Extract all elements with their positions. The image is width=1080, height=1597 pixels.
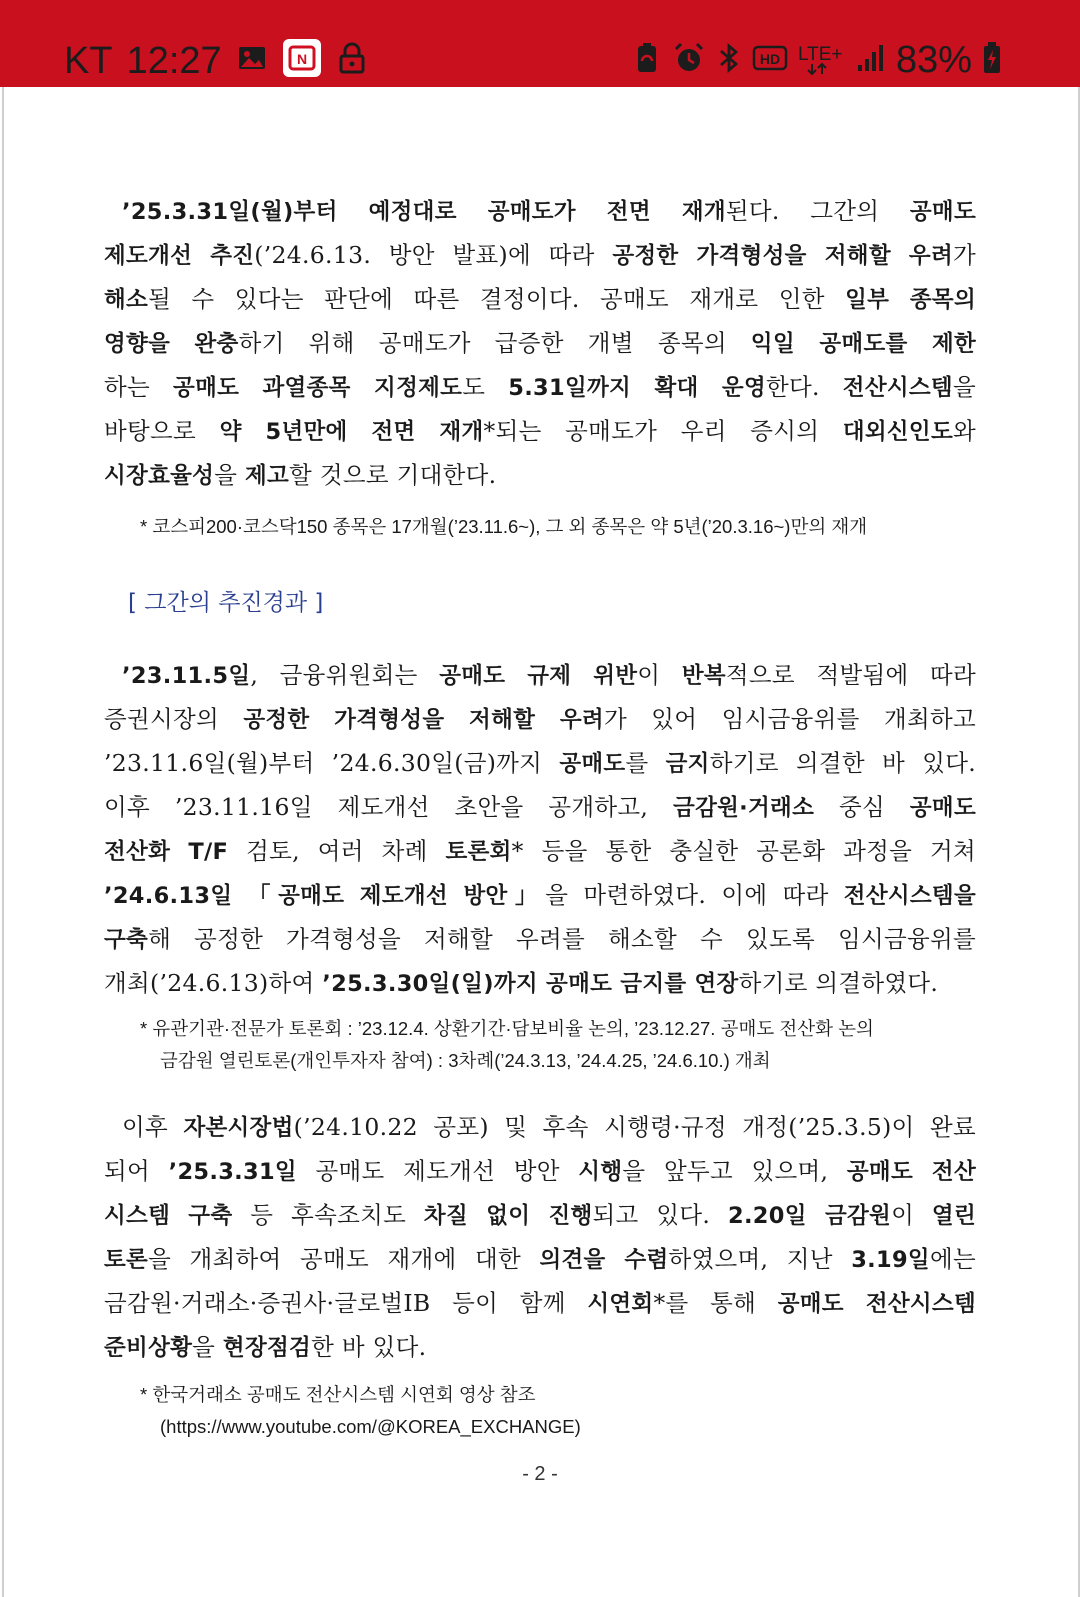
- text: 하기 위해 공매도가 급증한 개별 종목의: [238, 329, 751, 357]
- battery-saver-icon: [632, 41, 662, 80]
- bold-text: 시행: [578, 1159, 623, 1185]
- bold-text: 전산시스템: [842, 375, 953, 401]
- app-notification-icon: [282, 38, 322, 83]
- bold-text: 현장점검: [222, 1335, 312, 1361]
- text: 된다. 그간의: [725, 197, 910, 225]
- paragraph-line: [104, 322, 976, 366]
- bold-text: 시연회: [587, 1291, 654, 1317]
- text: 한 바 있다.: [311, 1333, 427, 1361]
- footnote-2-line1: * 유관기관·전문가 토론회 : ’23.12.4. 상환기간·담보비율 논의, ’23.12.27. 공매도 전산화 논의: [140, 1018, 874, 1039]
- bold-text: 대외신인도: [842, 419, 953, 445]
- bluetooth-icon: [716, 41, 742, 80]
- paragraph-line: [104, 918, 976, 962]
- text: 을 앞두고 있으며,: [622, 1157, 847, 1185]
- bold-text: 반복: [681, 663, 726, 689]
- page-number: - 2 -: [522, 1463, 558, 1485]
- bold-text: 5.31일까지 확대 운영: [508, 375, 766, 401]
- text: * 등을 통한 충실한 공론화 과정을 거쳐: [511, 837, 977, 865]
- paragraph-line: [104, 1326, 976, 1370]
- bold-text: 공매도: [909, 199, 976, 225]
- text: 공매도 제도개선 방안: [296, 1157, 579, 1185]
- text: 에는: [929, 1245, 976, 1273]
- svg-text:N: N: [296, 51, 307, 67]
- image-icon: [236, 42, 268, 79]
- bold-text: ’25.3.31일(월)부터: [122, 199, 369, 225]
- text: 금감원·거래소·증권사·글로벌IB 등이 함께: [104, 1289, 588, 1317]
- text: 하기로 의결하였다.: [738, 969, 939, 997]
- bold-text: 구축: [104, 927, 149, 953]
- text: *를 통해: [653, 1289, 778, 1317]
- footnote-1: * 코스피200·코스닥150 종목은 17개월(’23.11.6~), 그 외 종목은 약 5년(’20.3.16~)만의 재개: [140, 516, 868, 537]
- bold-text: 자본시장법: [183, 1115, 294, 1141]
- bold-text: 공매도 전산: [846, 1159, 976, 1185]
- bold-text: 2.20일 금감원: [728, 1203, 892, 1229]
- bold-text: 일부 종목의: [845, 287, 976, 313]
- text: 적으로 적발됨에 따라: [725, 661, 976, 689]
- paragraph-line: [104, 786, 976, 830]
- text: *되는 공매도가 우리 증시의: [483, 417, 843, 445]
- text: 을 개최하여 공매도 재개에 대한: [148, 1245, 540, 1273]
- text: 해 공정한 가격형성을 저해할 우려를 해소할 수 있도록 임시금융위를: [148, 925, 976, 953]
- paragraph-line: [104, 962, 976, 1006]
- text: 할 것으로 기대한다.: [289, 461, 497, 489]
- paragraph-line: [104, 278, 976, 322]
- bold-text: 영향을 완충: [104, 331, 239, 357]
- bold-text: 공매도: [559, 751, 626, 777]
- hd-label: HD: [759, 50, 781, 67]
- paragraph-line: [104, 1150, 976, 1194]
- bold-text: 금감원·거래소: [673, 795, 815, 821]
- footnote-2-line2: 금감원 열린토론(개인투자자 참여) : 3차례(’24.3.13, ’24.4.25, ’24.6.10.) 개최: [160, 1050, 771, 1071]
- bold-text: 시스템 구축: [104, 1203, 233, 1229]
- hd-voice-icon: [752, 43, 788, 78]
- text: 을 마련하였다. 이에 따라: [545, 881, 844, 909]
- battery-charging-icon: [982, 41, 1002, 80]
- text: 되고 있다.: [592, 1201, 728, 1229]
- network-type-label: LTE+: [797, 43, 843, 65]
- bold-text: 제도개선 추진: [104, 243, 255, 269]
- text: 도: [462, 373, 509, 401]
- bold-text: 공정한 가격형성을 저해할 우려: [612, 243, 953, 269]
- bold-text: 공매도 과열종목 지정제도: [173, 375, 463, 401]
- text: 바탕으로: [104, 417, 220, 445]
- paragraph-line: [104, 1106, 976, 1150]
- text: 하기로 의결한 바 있다.: [709, 749, 976, 777]
- text: 개최(’24.6.13)하여: [104, 969, 323, 997]
- text: 을: [214, 461, 245, 489]
- bold-text: 제고: [244, 463, 290, 489]
- text: 이후: [122, 1113, 184, 1141]
- text: (’24.6.13. 방안 발표)에 따라: [254, 241, 613, 269]
- bold-text: 해소: [104, 287, 149, 313]
- text: 될 수 있다는 판단에 따른 결정이다. 공매도 재개로 인한: [148, 285, 846, 313]
- paragraph-line: [104, 742, 976, 786]
- bold-text: 금지: [665, 751, 710, 777]
- bold-text: 전산시스템을: [843, 883, 976, 909]
- paragraph-line: [104, 454, 976, 498]
- lte-icon: [798, 40, 846, 81]
- bold-text: 차질 없이 진행: [423, 1203, 593, 1229]
- text: 증권시장의: [104, 705, 244, 733]
- bold-text: 토론: [104, 1247, 149, 1273]
- text: 중심: [814, 793, 910, 821]
- bold-text: 공매도: [909, 795, 976, 821]
- paragraph-line: [104, 1282, 976, 1326]
- paragraph-followup: [104, 1106, 976, 1370]
- paragraph-line: [104, 654, 976, 698]
- text: 를: [625, 749, 666, 777]
- bold-text: ’25.3.31일: [168, 1159, 297, 1185]
- clock-time: 12:27: [126, 39, 222, 82]
- bold-text: 3.19일: [851, 1247, 930, 1273]
- paragraph-resumption: [104, 190, 976, 498]
- carrier-label: KT: [64, 39, 113, 82]
- paragraph-line: [104, 1238, 976, 1282]
- paragraph-line: [104, 410, 976, 454]
- lock-icon: [336, 41, 368, 80]
- paragraph-line: [104, 366, 976, 410]
- paragraph-line: [104, 830, 976, 874]
- footnote-3-line2: (https://www.youtube.com/@KOREA_EXCHANGE): [160, 1416, 581, 1437]
- text: , 금융위원회는: [250, 661, 440, 689]
- battery-percentage: 83%: [895, 39, 972, 81]
- text: 검토, 여러 차례: [228, 837, 446, 865]
- bold-text: 약 5년만에 전면 재개: [219, 419, 484, 445]
- text: 하였으며, 지난: [668, 1245, 852, 1273]
- text: 한다.: [765, 373, 843, 401]
- text: 되어: [104, 1157, 169, 1185]
- text: ’23.11.6일(월)부터 ’24.6.30일(금)까지: [104, 749, 560, 777]
- bold-text: 익일 공매도를 제한: [750, 331, 977, 357]
- bold-text: 토론회: [445, 839, 512, 865]
- text: 하는: [104, 373, 174, 401]
- bold-text: ’23.11.5일: [122, 663, 251, 689]
- status-bar: [0, 0, 1080, 87]
- bold-text: 의견을 수렴: [539, 1247, 669, 1273]
- text: 이: [637, 661, 682, 689]
- paragraph-line: [104, 190, 976, 234]
- bold-text: 예정대로 공매도가 전면 재개: [368, 199, 726, 225]
- text: 가: [953, 241, 977, 269]
- text: (’24.10.22 공포) 및 후속 시행령·규정 개정(’25.3.5)이 완료: [293, 1113, 976, 1141]
- text: 을: [952, 373, 976, 401]
- paragraph-line: [104, 1194, 976, 1238]
- section-heading: [ 그간의 추진경과 ]: [128, 590, 324, 616]
- text: 을: [192, 1333, 223, 1361]
- text: 이후 ’23.11.16일 제도개선 초안을 공개하고,: [104, 793, 674, 821]
- text: 가 있어 임시금융위를 개최하고: [603, 705, 977, 733]
- bold-text: 공정한 가격형성을 저해할 우려: [243, 707, 604, 733]
- bold-text: 전산화 T/F: [104, 839, 229, 865]
- paragraph-line: [104, 698, 976, 742]
- bold-text: 공매도 규제 위반: [439, 663, 638, 689]
- paragraph-progress: [104, 654, 976, 1006]
- signal-icon: [856, 43, 886, 78]
- bold-text: 시장효율성: [104, 463, 215, 489]
- bold-text: ’25.3.30일(일)까지 공매도 금지를 연장: [322, 971, 739, 997]
- paragraph-line: [104, 234, 976, 278]
- alarm-icon: [672, 41, 706, 80]
- bold-text: 준비상황: [104, 1335, 193, 1361]
- text: 이: [891, 1201, 932, 1229]
- bold-text: ’24.6.13일 「공매도 제도개선 방안」: [104, 883, 546, 909]
- text: 등 후속조치도: [232, 1201, 424, 1229]
- footnote-3-line1: * 한국거래소 공매도 전산시스템 시연회 영상 참조: [140, 1384, 536, 1405]
- paragraph-line: [104, 874, 976, 918]
- text: 와: [953, 417, 977, 445]
- bold-text: 공매도 전산시스템: [777, 1291, 976, 1317]
- bold-text: 열린: [931, 1203, 976, 1229]
